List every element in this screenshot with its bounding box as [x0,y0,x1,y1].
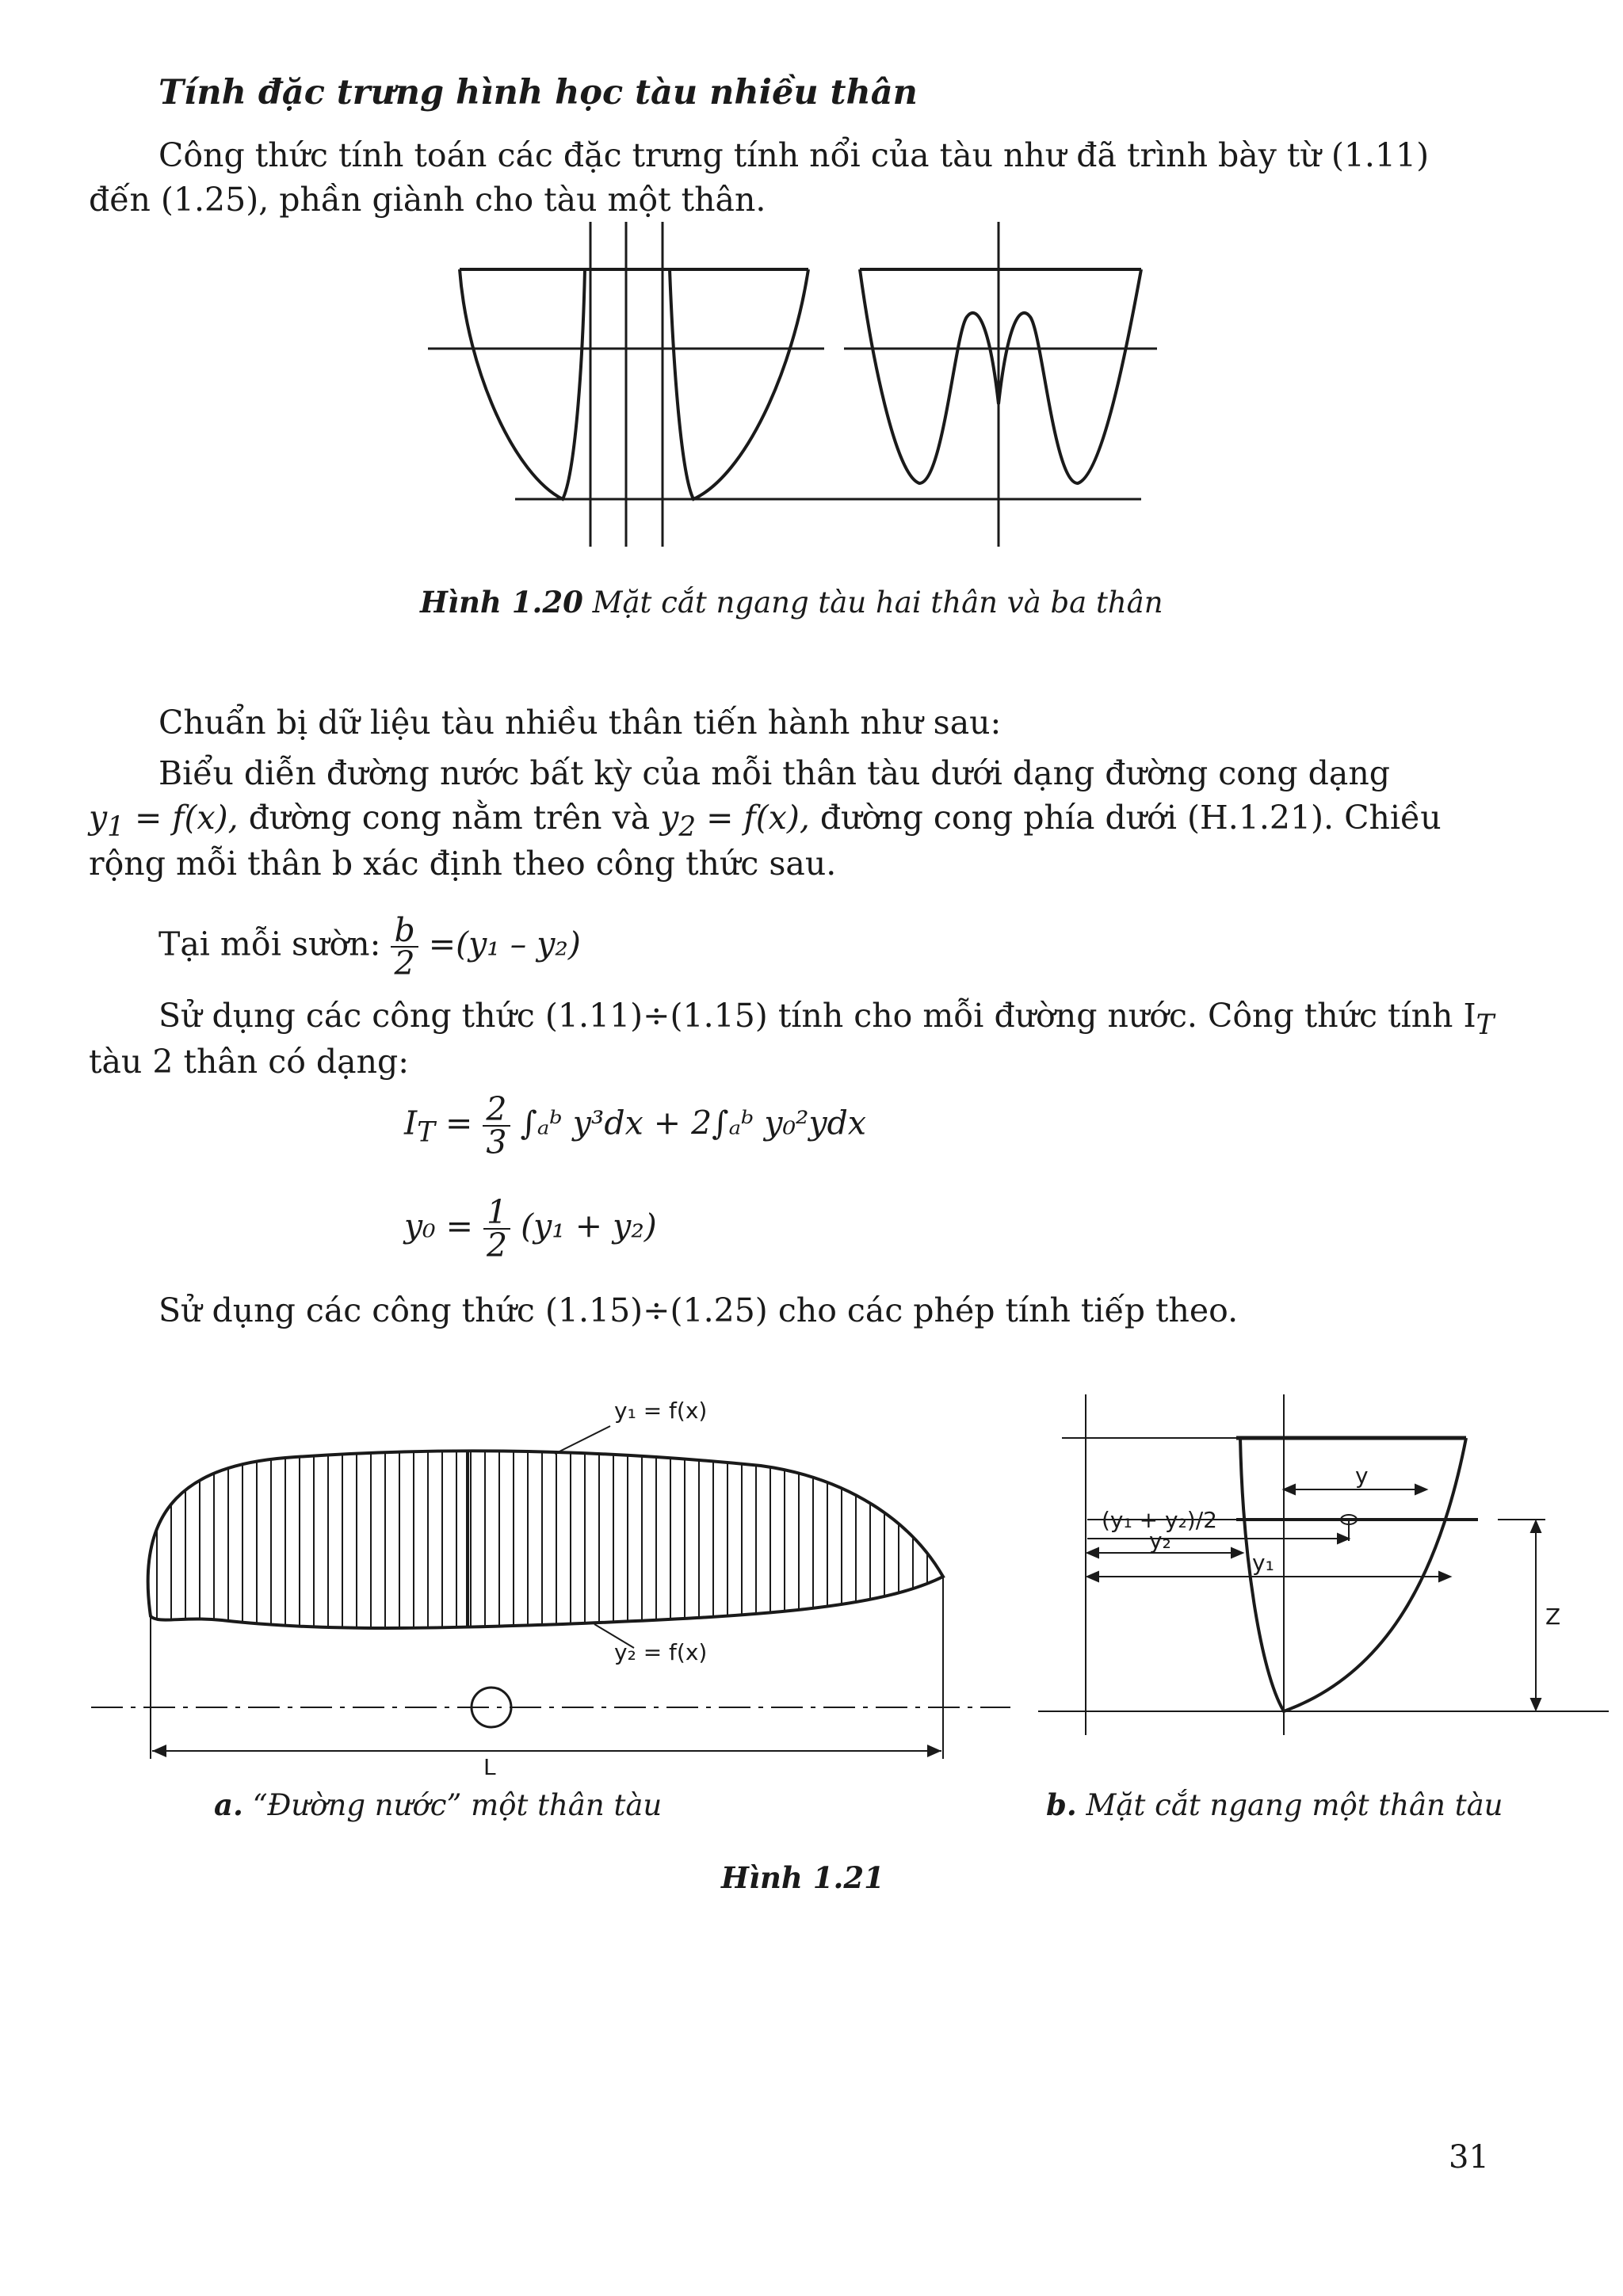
figure-1-21-caption: Hình 1.21 [721,1860,884,1895]
equation-it: $I_T$ = $\frac{2}{3}$ ∫ₐᵇ y³dx + 2∫ₐᵇ y₀²ydx [404,1090,866,1161]
paragraph-4 [158,911,581,982]
y1-symbol: y [89,799,108,837]
figure-1-20 [412,214,1173,555]
paragraph-1-line-2: đến (1.25), phần giành cho tàu một thân. [89,181,766,219]
fraction-numerator: b [391,914,418,948]
label-z: Z [1545,1604,1561,1630]
paragraph-3-line-1: Biểu diễn đường nước bất kỳ của mỗi thân tàu dưới dạng đường cong dạng [158,754,1390,792]
figure-1-21-caption-b [1046,1787,1503,1822]
label-L: L [483,1754,496,1775]
y2-function: = f(x), [696,799,810,837]
paragraph-4-rhs: =(y₁ – y₂) [428,925,581,963]
equation-y0-lhs: y₀ [404,1207,436,1245]
equation-y0-denominator: 2 [487,1226,508,1264]
equation-it-fraction [483,1090,510,1161]
y2-subscript: 2 [678,811,697,844]
paragraph-6: Sử dụng các công thức (1.15)÷(1.25) cho các phép tính tiếp theo. [158,1291,1239,1329]
caption-b-text: Mặt cắt ngang một thân tàu [1076,1788,1503,1822]
paragraph-5-text: Sử dụng các công thức (1.11)÷(1.15) tính cho mỗi đường nước. Công thức tính I [158,997,1476,1035]
equation-it-lhs-sub: T [417,1116,435,1149]
label-y1-b: y₁ [1252,1550,1274,1576]
equation-y0-numerator: 1 [483,1196,510,1230]
paragraph-5-line-2: tàu 2 thân có dạng: [89,1043,410,1081]
label-mid: (y₁ + y₂)/2 [1102,1507,1217,1533]
figure-1-20-caption-text: Mặt cắt ngang tàu hai thân và ba thân [582,585,1163,620]
equation-it-numerator: 2 [483,1093,510,1127]
equation-y0-fraction [483,1193,510,1264]
paragraph-3-text-a: đường cong nằm trên và [238,799,661,837]
label-y2-b: y₂ [1149,1527,1171,1554]
paragraph-3-text-b: đường cong phía dưới (H.1.21). Chiều [809,799,1442,837]
figure-1-21-a [87,1379,1014,1775]
paragraph-1-line-1: Công thức tính toán các đặc trưng tính nổi của tàu như đã trình bày từ (1.11) [158,136,1430,174]
page-number: 31 [1449,2139,1489,2176]
section-heading: Tính đặc trưng hình học tàu nhiều thân [158,73,918,113]
y1-function: = f(x), [124,799,239,837]
figure-1-21-b [1038,1394,1609,1767]
figure-1-20-caption [420,585,1163,620]
equation-y0: y₀ = $\frac{1}{2}$ (y₁ + y₂) [404,1193,657,1264]
figure-1-20-label: Hình 1.20 [420,585,583,620]
y1-subscript: 1 [107,811,124,844]
equation-it-denominator: 3 [486,1123,507,1161]
y2-symbol: y [660,799,679,837]
fraction-denominator: 2 [394,944,415,982]
figure-1-21-caption-a [214,1787,662,1822]
label-y: y [1355,1463,1369,1489]
equation-y0-rest: (y₁ + y₂) [521,1207,657,1245]
caption-b-bold: b. [1046,1787,1077,1822]
label-y1: y₁ = f(x) [614,1398,708,1424]
label-y2: y₂ = f(x) [614,1639,708,1665]
caption-a-bold: a. [214,1787,243,1822]
equation-it-rest: ∫ₐᵇ y³dx + 2∫ₐᵇ y₀²ydx [520,1104,866,1142]
paragraph-3-line-3: rộng mỗi thân b xác định theo công thức sau. [89,845,837,883]
paragraph-4-prefix: Tại mỗi sườn: [158,925,391,963]
fraction-b-over-2 [391,911,418,982]
paragraph-2: Chuẩn bị dữ liệu tàu nhiều thân tiến hành như sau: [158,704,1002,742]
equation-it-lhs: I [404,1104,418,1142]
caption-a-text: “Đường nước” một thân tàu [242,1788,663,1822]
paragraph-5-subscript: T [1476,1009,1495,1042]
